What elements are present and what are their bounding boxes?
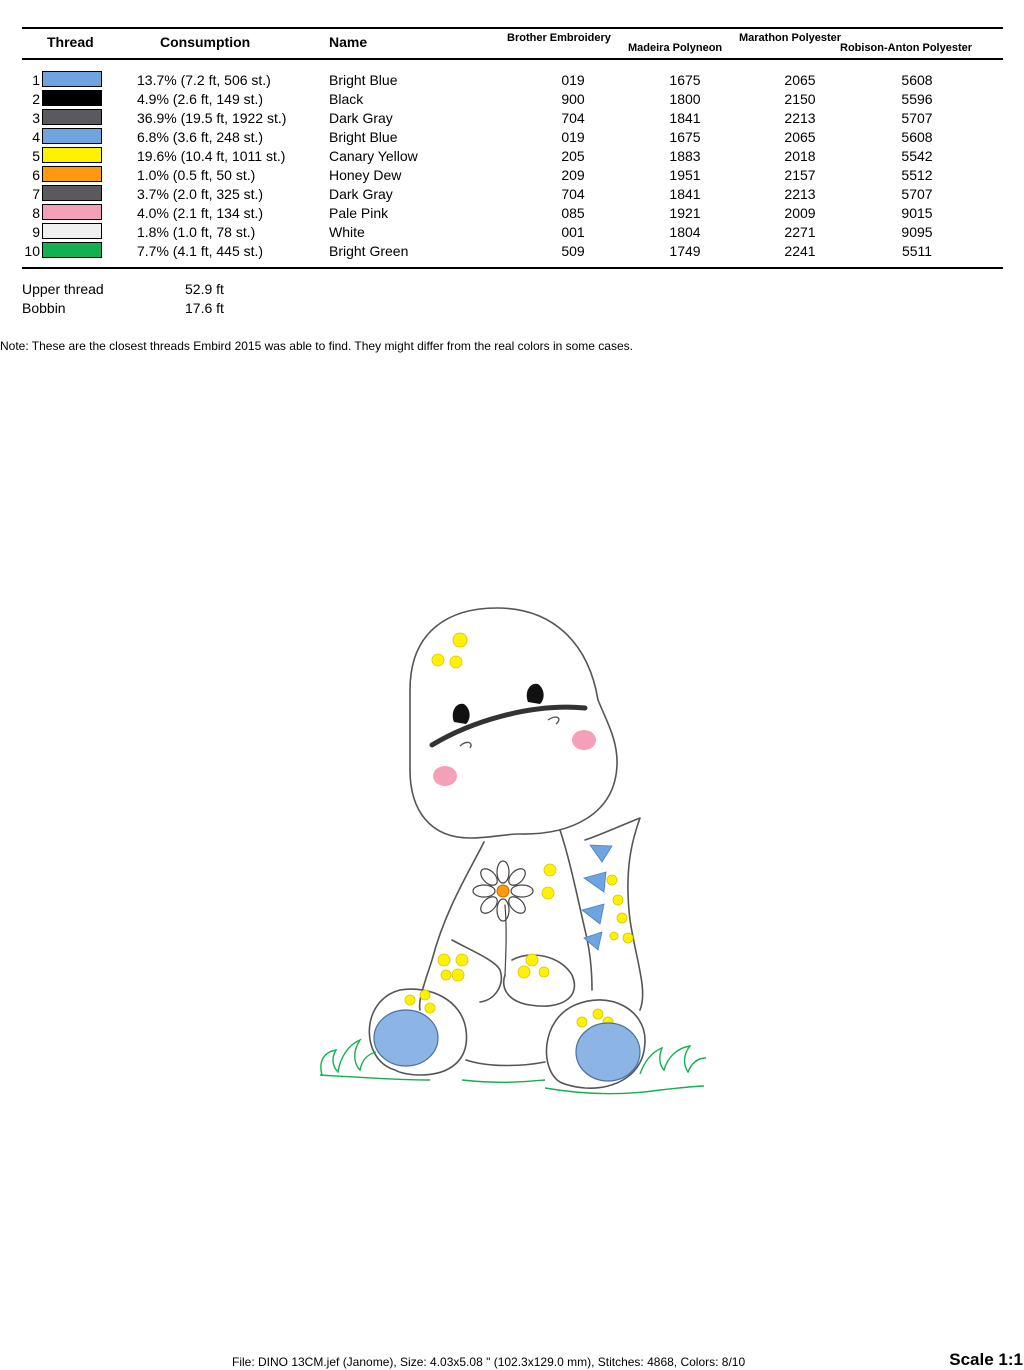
upper-thread-label: Upper thread [22, 281, 104, 297]
header-bottom-rule [22, 58, 1003, 60]
thread-number: 5 [32, 148, 40, 164]
thread-consumption: 3.7% (2.0 ft, 325 st.) [137, 186, 264, 202]
brother-code: 001 [561, 224, 585, 240]
dino-wink-2 [548, 717, 559, 724]
madeira-code: 1841 [669, 186, 701, 202]
thread-number: 4 [32, 129, 40, 145]
robison-code: 5542 [901, 148, 933, 164]
thread-name: Bright Green [329, 243, 409, 259]
thread-consumption: 36.9% (19.5 ft, 1922 st.) [137, 110, 287, 126]
color-swatch [42, 128, 102, 144]
marathon-code: 2065 [784, 72, 816, 88]
header-top-rule [22, 27, 1003, 29]
thread-number: 1 [32, 72, 40, 88]
embroidery-preview [300, 590, 720, 1110]
thread-name: Bright Blue [329, 72, 398, 88]
thread-name: Honey Dew [329, 167, 402, 183]
marathon-code: 2157 [784, 167, 816, 183]
thread-name: White [329, 224, 365, 240]
thread-number: 7 [32, 186, 40, 202]
madeira-code: 1841 [669, 110, 701, 126]
color-swatch [42, 242, 102, 258]
color-swatch [42, 185, 102, 201]
thread-consumption: 4.9% (2.6 ft, 149 st.) [137, 91, 264, 107]
robison-code: 5608 [901, 72, 933, 88]
marathon-code: 2018 [784, 148, 816, 164]
header-name: Name [329, 34, 368, 50]
color-swatch [42, 204, 102, 220]
color-swatch [42, 147, 102, 163]
robison-code: 5608 [901, 129, 933, 145]
color-swatch [42, 71, 102, 87]
thread-name: Bright Blue [329, 129, 398, 145]
thread-consumption: 19.6% (10.4 ft, 1011 st.) [137, 148, 286, 164]
thread-number: 9 [32, 224, 40, 240]
cheek-right [572, 730, 596, 750]
dino-body-outline [420, 842, 484, 1010]
robison-code: 5511 [901, 243, 933, 259]
thread-consumption: 4.0% (2.1 ft, 134 st.) [137, 205, 264, 221]
color-swatch [42, 223, 102, 239]
marathon-code: 2009 [784, 205, 816, 221]
madeira-code: 1675 [669, 72, 701, 88]
file-info-footer: File: DINO 13CM.jef (Janome), Size: 4.03x5.08 " (102.3x129.0 mm), Stitches: 4868, Colors: 8/10 [232, 1355, 746, 1369]
marathon-code: 2065 [784, 129, 816, 145]
dino-head-outline [410, 608, 617, 838]
thread-number: 8 [32, 205, 40, 221]
robison-code: 5707 [901, 186, 933, 202]
color-swatch [42, 90, 102, 106]
thread-number: 10 [24, 243, 40, 259]
brother-code: 205 [561, 148, 585, 164]
madeira-code: 1804 [669, 224, 701, 240]
table-bottom-rule [22, 267, 1003, 269]
marathon-code: 2271 [784, 224, 816, 240]
brother-code: 704 [561, 186, 585, 202]
thread-consumption: 1.8% (1.0 ft, 78 st.) [137, 224, 256, 240]
table-row [0, 203, 1024, 222]
foot-pad-left [374, 1010, 438, 1066]
header-brother: Brother Embroidery [507, 32, 611, 44]
header-marathon: Marathon Polyester [739, 32, 842, 44]
table-row [0, 127, 1024, 146]
brother-code: 085 [561, 205, 585, 221]
robison-code: 5707 [901, 110, 933, 126]
robison-code: 5596 [901, 91, 933, 107]
robison-code: 9015 [901, 205, 933, 221]
thread-name: Canary Yellow [329, 148, 418, 164]
bobbin-value: 17.6 ft [185, 300, 224, 316]
cheek-left [433, 766, 457, 786]
thread-number: 3 [32, 110, 40, 126]
robison-code: 9095 [901, 224, 933, 240]
table-row [0, 146, 1024, 165]
header-robison: Robison-Anton Polyester [840, 42, 973, 54]
dino-belly-bottom [466, 1060, 545, 1066]
upper-thread-value: 52.9 ft [185, 281, 224, 297]
thread-number: 2 [32, 91, 40, 107]
header-consumption: Consumption [160, 34, 251, 50]
madeira-code: 1675 [669, 129, 701, 145]
marathon-code: 2213 [784, 186, 816, 202]
table-row [0, 89, 1024, 108]
brother-code: 900 [561, 91, 585, 107]
thread-number: 6 [32, 167, 40, 183]
flower-center [497, 885, 509, 897]
header-madeira: Madeira Polyneon [628, 42, 723, 54]
thread-name: Dark Gray [329, 186, 393, 202]
madeira-code: 1951 [669, 167, 701, 183]
brother-code: 209 [561, 167, 585, 183]
thread-consumption: 13.7% (7.2 ft, 506 st.) [137, 72, 271, 88]
robison-code: 5512 [901, 167, 933, 183]
madeira-code: 1921 [669, 205, 701, 221]
brother-code: 704 [561, 110, 585, 126]
table-row [0, 241, 1024, 260]
scale-label: Scale 1:1 [949, 1350, 1023, 1369]
thread-consumption: 7.7% (4.1 ft, 445 st.) [137, 243, 264, 259]
madeira-code: 1800 [669, 91, 701, 107]
header-thread: Thread [47, 34, 94, 50]
table-row [0, 108, 1024, 127]
thread-consumption: 6.8% (3.6 ft, 248 st.) [137, 129, 264, 145]
dino-arm-right [504, 955, 575, 1006]
marathon-code: 2241 [784, 243, 816, 259]
table-row [0, 222, 1024, 241]
color-swatch [42, 109, 102, 125]
marathon-code: 2150 [784, 91, 816, 107]
table-row [0, 184, 1024, 203]
foot-pad-right [576, 1023, 640, 1081]
marathon-code: 2213 [784, 110, 816, 126]
thread-consumption: 1.0% (0.5 ft, 50 st.) [137, 167, 256, 183]
bobbin-label: Bobbin [22, 300, 66, 316]
madeira-code: 1749 [669, 243, 701, 259]
flower-stem [505, 905, 506, 975]
table-row [0, 165, 1024, 184]
thread-table [0, 70, 1024, 260]
color-swatch [42, 166, 102, 182]
table-row [0, 70, 1024, 89]
brother-code: 019 [561, 72, 585, 88]
madeira-code: 1883 [669, 148, 701, 164]
thread-name: Pale Pink [329, 205, 389, 221]
thread-name: Black [329, 91, 364, 107]
brother-code: 509 [561, 243, 585, 259]
note-text: Note: These are the closest threads Embird 2015 was able to find. They might differ from the real colors in some cases. [0, 339, 633, 353]
thread-name: Dark Gray [329, 110, 393, 126]
brother-code: 019 [561, 129, 585, 145]
dino-wink [460, 742, 471, 748]
